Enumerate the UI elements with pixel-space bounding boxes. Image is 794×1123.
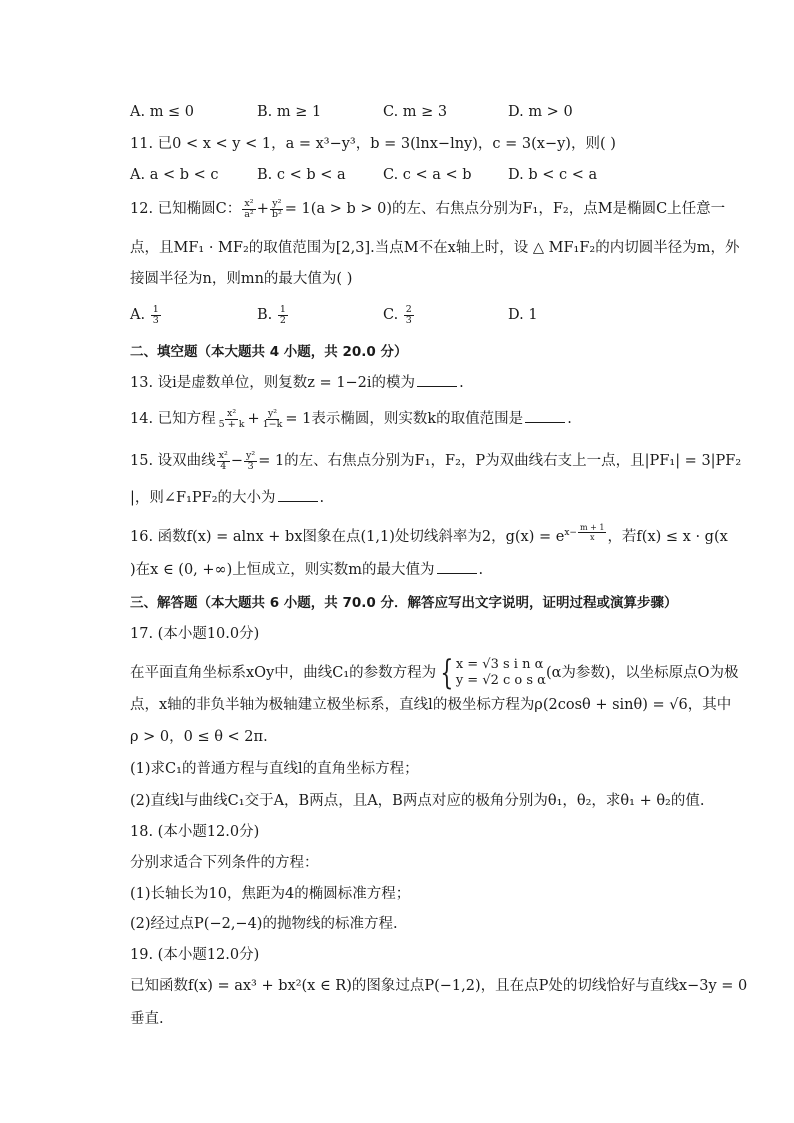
q14-rest: = 1表示椭圆，则实数k的取值范围是	[285, 411, 524, 427]
period: .	[567, 411, 572, 427]
q14-fraction-x	[217, 409, 247, 430]
q11-option-c: C. c < a < b	[383, 167, 472, 183]
period: .	[478, 562, 484, 578]
q18-header: 18. (本小题12.0分)	[130, 824, 260, 840]
section-fill-in-heading: 二、填空题（本大题共 4 小题，共 20.0 分）	[130, 344, 408, 360]
q11-option-b: B. c < b < a	[257, 167, 346, 183]
q18-part2: (2)经过点P(−2,−4)的抛物线的标准方程.	[130, 916, 398, 932]
frac-denominator: a²	[244, 208, 254, 220]
frac-numerator: x²	[244, 197, 254, 209]
q12-option-c	[383, 304, 415, 326]
q11-stem: 11. 已0 < x < y < 1，a = x³−y³，b = 3(lnx−lny)，c = 3(x−y)，则( )	[130, 136, 616, 152]
q16-exponent-fraction	[578, 523, 606, 542]
q12-rest: = 1(a > b > 0)的左、右焦点分别为F₁，F₂，点M是椭圆C上任意一	[284, 201, 726, 217]
plus-sign: +	[247, 411, 260, 427]
frac-denominator: 1−k	[262, 418, 283, 430]
q13-stem	[130, 372, 690, 394]
frac-denominator: x	[589, 533, 595, 542]
q18-part1: (1)长轴长为10，焦距为4的椭圆标准方程；	[130, 886, 411, 902]
q12-option-a	[130, 304, 162, 326]
frac-numerator: x²	[226, 407, 237, 419]
q17-line1	[130, 653, 739, 693]
answer-blank	[278, 487, 318, 502]
frac-numerator: 2	[405, 303, 412, 315]
q19-line2: 垂直.	[130, 1011, 164, 1027]
answer-blank	[417, 372, 457, 387]
option-fraction	[151, 305, 161, 326]
q17-header: 17. (本小题10.0分)	[130, 626, 260, 642]
q15-stem-line1	[130, 449, 742, 472]
system-row-x: x = √3 s i n α	[455, 657, 544, 672]
frac-numerator: 1	[279, 303, 286, 315]
q16-stem-line1	[130, 522, 728, 548]
parametric-system	[436, 653, 546, 693]
q17-line1-rest: (α为参数)，以坐标原点O为极	[545, 665, 739, 681]
q12-prefix: 12. 已知椭圆C：	[130, 201, 242, 217]
answer-blank	[525, 408, 565, 423]
option-label: A.	[130, 307, 146, 323]
q17-part1: (1)求C₁的普通方程与直线l的直角坐标方程；	[130, 761, 419, 777]
q12-stem-line1	[130, 197, 726, 220]
answer-blank	[437, 559, 477, 574]
frac-denominator: 3	[247, 460, 254, 472]
period: .	[319, 490, 325, 506]
q17-line3: ρ > 0，0 ≤ θ < 2π.	[130, 729, 268, 745]
frac-denominator: 5 + k	[218, 418, 245, 430]
system-rows	[456, 657, 546, 689]
minus-sign: −	[230, 453, 243, 469]
frac-numerator: y²	[267, 407, 278, 419]
q10-option-a: A. m ≤ 0	[130, 104, 195, 120]
q10-option-c: C. m ≥ 3	[383, 104, 448, 120]
q15-prefix: 15. 设双曲线	[130, 453, 216, 469]
frac-numerator: x²	[218, 449, 228, 461]
frac-numerator: 1	[152, 303, 159, 315]
q16-line2-text: )在x ∈ (0, +∞)上恒成立，则实数m的最大值为	[130, 562, 435, 578]
q14-prefix: 14. 已知方程	[130, 411, 216, 427]
q15-stem-line2	[130, 487, 690, 509]
q11-option-a: A. a < b < c	[130, 167, 219, 183]
q12-fraction-x	[242, 199, 255, 220]
q14-fraction-y	[261, 409, 285, 430]
exponent: x	[564, 528, 570, 538]
frac-denominator: b²	[271, 208, 282, 220]
frac-denominator: 4	[220, 460, 227, 472]
q15-rest: = 1的左、右焦点分别为F₁，F₂，P为双曲线右支上一点，且|PF₁| = 3|PF₂	[258, 453, 742, 469]
q10-option-b: B. m ≥ 1	[257, 104, 322, 120]
minus-sign: −	[569, 528, 577, 538]
q15-fraction-y	[244, 451, 257, 472]
q10-option-d: D. m > 0	[508, 104, 573, 120]
frac-numerator: y²	[272, 197, 282, 209]
frac-denominator: 3	[405, 314, 412, 326]
q19-line1: 已知函数f(x) = ax³ + bx²(x ∈ R)的图象过点P(−1,2)，且在点P处的切线恰好与直线x−3y = 0	[130, 978, 748, 994]
frac-numerator: y²	[246, 449, 256, 461]
q15-line2-text: |，则∠F₁PF₂的大小为	[130, 490, 276, 506]
q14-stem	[130, 408, 690, 430]
plus-sign: +	[256, 201, 269, 217]
frac-denominator: 3	[152, 314, 159, 326]
q18-line1: 分别求适合下列条件的方程：	[130, 855, 319, 871]
period: .	[459, 375, 464, 391]
q12-stem-line3: 接圆半径为n，则mn的最大值为( )	[130, 271, 353, 287]
q12-option-b	[257, 304, 289, 326]
q12-stem-line2: 点，且MF₁ · MF₂的取值范围为[2,3].当点M不在x轴上时，设 △ MF₁F₂的内切圆半径为m，外	[130, 240, 740, 256]
option-fraction	[278, 305, 288, 326]
q12-fraction-y	[270, 199, 284, 220]
section-solution-heading: 三、解答题（本大题共 6 小题，共 70.0 分．解答应写出文字说明，证明过程或演算步骤）	[130, 595, 678, 611]
option-label: C.	[383, 307, 399, 323]
option-label: B.	[257, 307, 273, 323]
q16-stem-line2	[130, 559, 690, 581]
q12-option-d: D. 1	[508, 307, 538, 323]
q15-fraction-x	[217, 451, 230, 472]
q16-prefix: 16. 函数f(x) = alnx + bx图象在点(1,1)处切线斜率为2，g(x) = e	[130, 528, 565, 545]
q11-option-d: D. b < c < a	[508, 167, 598, 183]
q17-prefix: 在平面直角坐标系xOy中，曲线C₁的参数方程为	[130, 665, 437, 681]
left-brace-icon: {	[440, 653, 454, 693]
q17-line2: 点，x轴的非负半轴为极轴建立极坐标系，直线l的极坐标方程为ρ(2cosθ + sinθ) = √6，其中	[130, 697, 732, 713]
option-fraction	[404, 305, 414, 326]
q13-text: 13. 设i是虚数单位，则复数z = 1−2i的模为	[130, 375, 416, 391]
q17-part2: (2)直线l与曲线C₁交于A，B两点，且A，B两点对应的极角分别为θ₁，θ₂，求θ₁ + θ₂的值.	[130, 793, 705, 809]
q19-header: 19. (本小题12.0分)	[130, 947, 260, 963]
q16-rest: ，若f(x) ≤ x · g(x	[607, 528, 728, 545]
system-row-y: y = √2 c o s α	[455, 673, 546, 688]
frac-denominator: 2	[279, 314, 286, 326]
frac-numerator: m + 1	[579, 523, 605, 532]
